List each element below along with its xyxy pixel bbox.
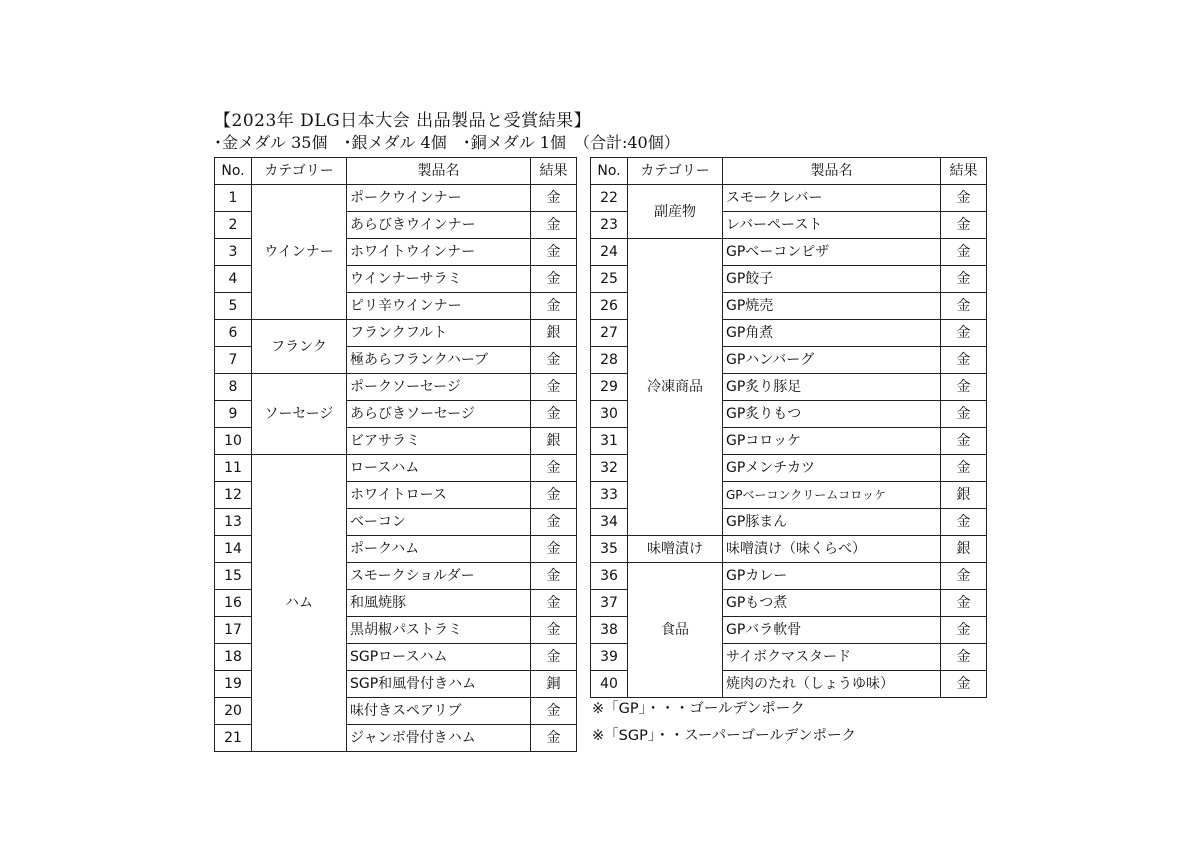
header-result: 結果 xyxy=(531,158,577,185)
row-number: 18 xyxy=(215,644,252,671)
result-medal: 金 xyxy=(531,617,577,644)
row-number: 15 xyxy=(215,563,252,590)
result-medal: 金 xyxy=(941,212,987,239)
category-cell: ソーセージ xyxy=(252,374,347,455)
row-number: 35 xyxy=(591,536,628,563)
table-row xyxy=(591,239,987,266)
result-medal: 金 xyxy=(941,293,987,320)
table-header-row xyxy=(215,158,577,185)
product-name: ジャンボ骨付きハム xyxy=(347,725,531,752)
product-name: GPもつ煮 xyxy=(723,590,941,617)
row-number: 16 xyxy=(215,590,252,617)
results-table-right-body xyxy=(591,185,987,698)
row-number: 30 xyxy=(591,401,628,428)
header-category: カテゴリー xyxy=(628,158,723,185)
result-medal: 金 xyxy=(941,644,987,671)
product-name: GP角煮 xyxy=(723,320,941,347)
row-number: 14 xyxy=(215,536,252,563)
row-number: 13 xyxy=(215,509,252,536)
product-name: あらびきウインナー xyxy=(347,212,531,239)
table-header-row xyxy=(591,158,987,185)
category-cell: 副産物 xyxy=(628,185,723,239)
row-number: 40 xyxy=(591,671,628,698)
result-medal: 金 xyxy=(531,185,577,212)
product-name: 味付きスペアリブ xyxy=(347,698,531,725)
result-medal: 金 xyxy=(941,374,987,401)
product-name: GPカレー xyxy=(723,563,941,590)
product-name: 黒胡椒パストラミ xyxy=(347,617,531,644)
product-name: SGP和風骨付きハム xyxy=(347,671,531,698)
row-number: 24 xyxy=(591,239,628,266)
row-number: 38 xyxy=(591,617,628,644)
result-medal: 金 xyxy=(941,563,987,590)
result-medal: 金 xyxy=(941,185,987,212)
row-number: 21 xyxy=(215,725,252,752)
row-number: 26 xyxy=(591,293,628,320)
row-number: 1 xyxy=(215,185,252,212)
table-row xyxy=(215,374,577,401)
row-number: 3 xyxy=(215,239,252,266)
result-medal: 金 xyxy=(941,590,987,617)
product-name: GP炙り豚足 xyxy=(723,374,941,401)
result-medal: 金 xyxy=(941,320,987,347)
product-name: ポークウインナー xyxy=(347,185,531,212)
product-name: サイボクマスタード xyxy=(723,644,941,671)
result-medal: 金 xyxy=(531,293,577,320)
header-product: 製品名 xyxy=(723,158,941,185)
result-medal: 金 xyxy=(531,563,577,590)
row-number: 19 xyxy=(215,671,252,698)
document-title: 【2023年 DLG日本大会 出品製品と受賞結果】 xyxy=(214,111,592,131)
row-number: 29 xyxy=(591,374,628,401)
note-sgp: ※「SGP」・・スーパーゴールデンポーク xyxy=(592,728,857,744)
table-row xyxy=(215,320,577,347)
product-name: ホワイトウインナー xyxy=(347,239,531,266)
product-name: フランクフルト xyxy=(347,320,531,347)
row-number: 39 xyxy=(591,644,628,671)
row-number: 34 xyxy=(591,509,628,536)
product-name: スモークショルダー xyxy=(347,563,531,590)
row-number: 17 xyxy=(215,617,252,644)
category-cell: ウインナー xyxy=(252,185,347,320)
product-name: GPコロッケ xyxy=(723,428,941,455)
category-cell: 味噌漬け xyxy=(628,536,723,563)
result-medal: 金 xyxy=(531,266,577,293)
result-medal: 金 xyxy=(531,347,577,374)
result-medal: 金 xyxy=(531,644,577,671)
category-cell: ハム xyxy=(252,455,347,752)
product-name: SGPロースハム xyxy=(347,644,531,671)
header-no: No. xyxy=(215,158,252,185)
medal-summary: ･金メダル 35個 ･銀メダル 4個 ･銅メダル 1個 （合計:40個） xyxy=(214,133,680,152)
row-number: 27 xyxy=(591,320,628,347)
product-name: GPバラ軟骨 xyxy=(723,617,941,644)
result-medal: 金 xyxy=(531,239,577,266)
note-gp: ※「GP」・・・ゴールデンポーク xyxy=(592,701,805,717)
product-name: あらびきソーセージ xyxy=(347,401,531,428)
results-table-left-body xyxy=(215,185,577,752)
product-name: ウインナーサラミ xyxy=(347,266,531,293)
result-medal: 金 xyxy=(531,374,577,401)
product-name: ホワイトロース xyxy=(347,482,531,509)
row-number: 36 xyxy=(591,563,628,590)
category-cell: 冷凍商品 xyxy=(628,239,723,536)
result-medal: 金 xyxy=(531,509,577,536)
result-medal: 金 xyxy=(941,671,987,698)
table-row xyxy=(591,536,987,563)
header-product: 製品名 xyxy=(347,158,531,185)
result-medal: 金 xyxy=(941,266,987,293)
row-number: 23 xyxy=(591,212,628,239)
result-medal: 銀 xyxy=(531,428,577,455)
result-medal: 金 xyxy=(531,401,577,428)
product-name: ビアサラミ xyxy=(347,428,531,455)
result-medal: 金 xyxy=(531,590,577,617)
result-medal: 金 xyxy=(531,212,577,239)
result-medal: 金 xyxy=(531,698,577,725)
product-name: GPメンチカツ xyxy=(723,455,941,482)
row-number: 10 xyxy=(215,428,252,455)
row-number: 4 xyxy=(215,266,252,293)
result-medal: 銅 xyxy=(531,671,577,698)
product-name: ピリ辛ウインナー xyxy=(347,293,531,320)
product-name: GPベーコンピザ xyxy=(723,239,941,266)
table-row xyxy=(215,185,577,212)
result-medal: 金 xyxy=(941,428,987,455)
row-number: 6 xyxy=(215,320,252,347)
product-name: ベーコン xyxy=(347,509,531,536)
result-medal: 金 xyxy=(941,239,987,266)
product-name: スモークレバー xyxy=(723,185,941,212)
category-cell: 食品 xyxy=(628,563,723,698)
results-table-left xyxy=(214,157,577,752)
result-medal: 銀 xyxy=(531,320,577,347)
result-medal: 金 xyxy=(941,509,987,536)
category-cell: フランク xyxy=(252,320,347,374)
result-medal: 金 xyxy=(531,455,577,482)
product-name: レバーペースト xyxy=(723,212,941,239)
product-name: GP餃子 xyxy=(723,266,941,293)
header-result: 結果 xyxy=(941,158,987,185)
row-number: 9 xyxy=(215,401,252,428)
row-number: 7 xyxy=(215,347,252,374)
product-name: GPハンバーグ xyxy=(723,347,941,374)
result-medal: 金 xyxy=(531,536,577,563)
product-name: GPベーコンクリームコロッケ xyxy=(723,482,941,509)
result-medal: 金 xyxy=(941,617,987,644)
product-name: ロースハム xyxy=(347,455,531,482)
results-table-right xyxy=(590,157,987,698)
row-number: 32 xyxy=(591,455,628,482)
row-number: 33 xyxy=(591,482,628,509)
result-medal: 金 xyxy=(941,347,987,374)
header-no: No. xyxy=(591,158,628,185)
table-row xyxy=(591,563,987,590)
row-number: 11 xyxy=(215,455,252,482)
product-name: 味噌漬け（味くらべ） xyxy=(723,536,941,563)
result-medal: 金 xyxy=(531,725,577,752)
row-number: 20 xyxy=(215,698,252,725)
row-number: 8 xyxy=(215,374,252,401)
product-name: GP炙りもつ xyxy=(723,401,941,428)
product-name: 和風焼豚 xyxy=(347,590,531,617)
row-number: 2 xyxy=(215,212,252,239)
product-name: GP豚まん xyxy=(723,509,941,536)
result-medal: 銀 xyxy=(941,536,987,563)
table-row xyxy=(591,185,987,212)
row-number: 25 xyxy=(591,266,628,293)
product-name: ポークソーセージ xyxy=(347,374,531,401)
result-medal: 金 xyxy=(531,482,577,509)
row-number: 37 xyxy=(591,590,628,617)
product-name: 焼肉のたれ（しょうゆ味） xyxy=(723,671,941,698)
result-medal: 銀 xyxy=(941,482,987,509)
product-name: 極あらフランクハーブ xyxy=(347,347,531,374)
row-number: 31 xyxy=(591,428,628,455)
result-medal: 金 xyxy=(941,401,987,428)
product-name: ポークハム xyxy=(347,536,531,563)
product-name: GP焼売 xyxy=(723,293,941,320)
table-row xyxy=(215,455,577,482)
row-number: 22 xyxy=(591,185,628,212)
header-category: カテゴリー xyxy=(252,158,347,185)
row-number: 12 xyxy=(215,482,252,509)
result-medal: 金 xyxy=(941,455,987,482)
row-number: 28 xyxy=(591,347,628,374)
row-number: 5 xyxy=(215,293,252,320)
